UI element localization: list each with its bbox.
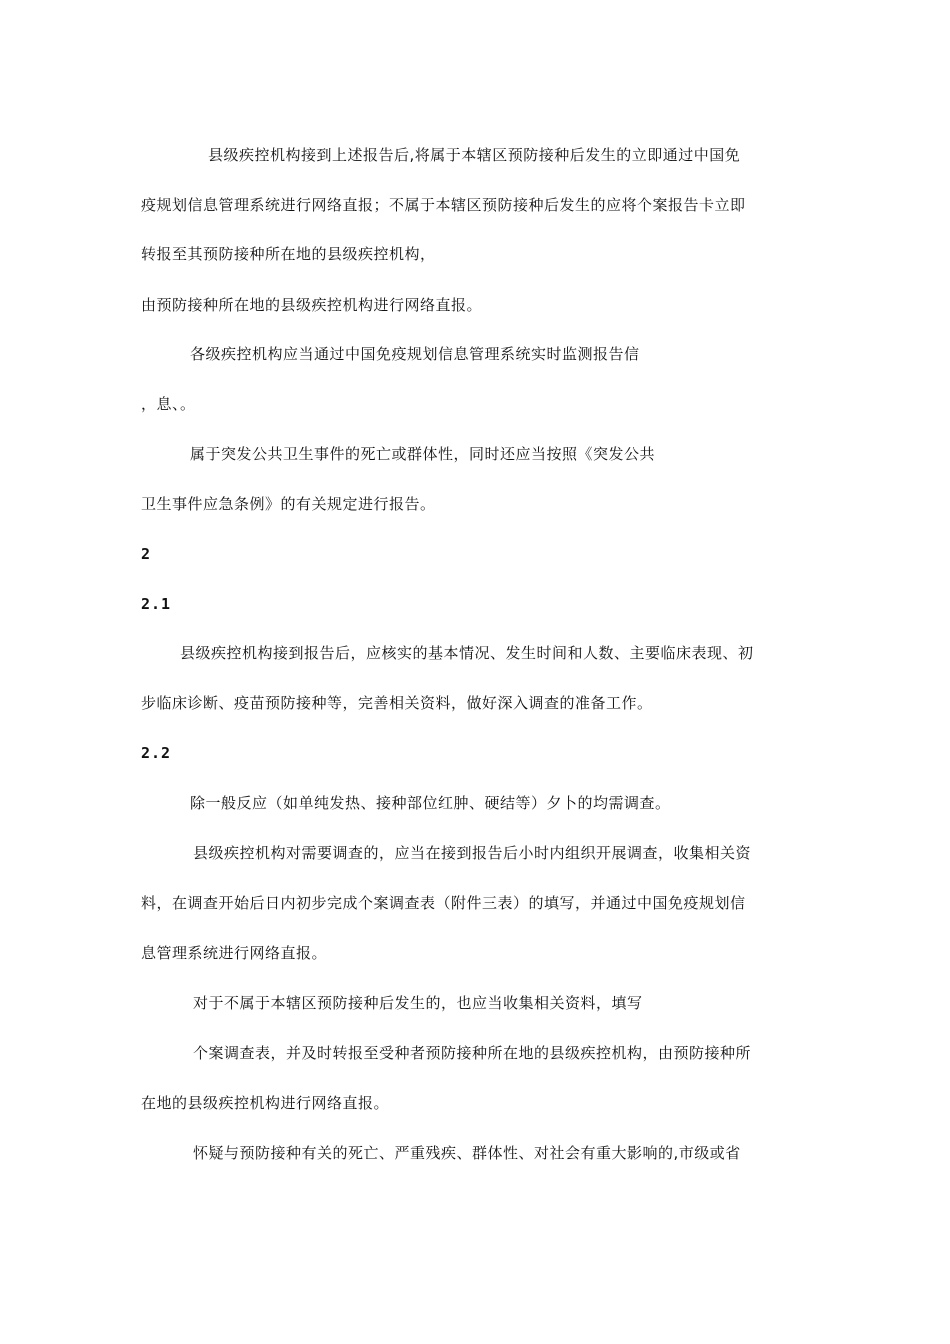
- paragraph-line: 在地的县级疾控机构进行网络直报。: [141, 1094, 390, 1112]
- paragraph-line: 怀疑与预防接种有关的死亡、严重残疾、群体性、对社会有重大影响的,市级或省: [193, 1144, 741, 1162]
- paragraph-line: 个案调查表，并及时转报至受种者预防接种所在地的县级疾控机构，由预防接种所: [193, 1044, 752, 1062]
- section-number: 2.1: [141, 595, 172, 613]
- paragraph-line: 转报至其预防接种所在地的县级疾控机构，: [141, 245, 436, 263]
- paragraph-line: 各级疾控机构应当通过中国免疫规划信息管理系统实时监测报告信: [190, 345, 640, 363]
- paragraph-line: ，息、。: [141, 395, 196, 413]
- paragraph-line: 卫生事件应急条例》的有关规定进行报告。: [141, 495, 436, 513]
- paragraph-line: 息管理系统进行网络直报。: [141, 944, 328, 962]
- paragraph-line: 料，在调查开始后日内初步完成个案调查表（附件三表）的填写，并通过中国免疫规划信: [141, 894, 746, 912]
- paragraph-line: 对于不属于本辖区预防接种后发生的，也应当收集相关资料，填写: [193, 994, 643, 1012]
- paragraph-line: 县级疾控机构对需要调查的，应当在接到报告后小时内组织开展调查，收集相关资: [193, 844, 752, 862]
- paragraph-line: 属于突发公共卫生事件的死亡或群体性，同时还应当按照《突发公共: [190, 445, 656, 463]
- paragraph-line: 除一般反应（如单纯发热、接种部位红肿、硬结等）夕卜的均需调查。: [190, 794, 671, 812]
- paragraph-line: 步临床诊断、疫苗预防接种等，完善相关资料，做好深入调查的准备工作。: [141, 694, 653, 712]
- paragraph-line: 县级疾控机构接到上述报告后,将属于本辖区预防接种后发生的立即通过中国免: [208, 146, 741, 164]
- section-number: 2: [141, 545, 152, 563]
- paragraph-line: 县级疾控机构接到报告后，应核实的基本情况、发生时间和人数、主要临床表现、初: [180, 644, 754, 662]
- paragraph-line: 疫规划信息管理系统进行网络直报；不属于本辖区预防接种后发生的应将个案报告卡立即: [141, 196, 746, 214]
- paragraph-line: 由预防接种所在地的县级疾控机构进行网络直报。: [141, 296, 483, 314]
- section-number: 2.2: [141, 744, 172, 762]
